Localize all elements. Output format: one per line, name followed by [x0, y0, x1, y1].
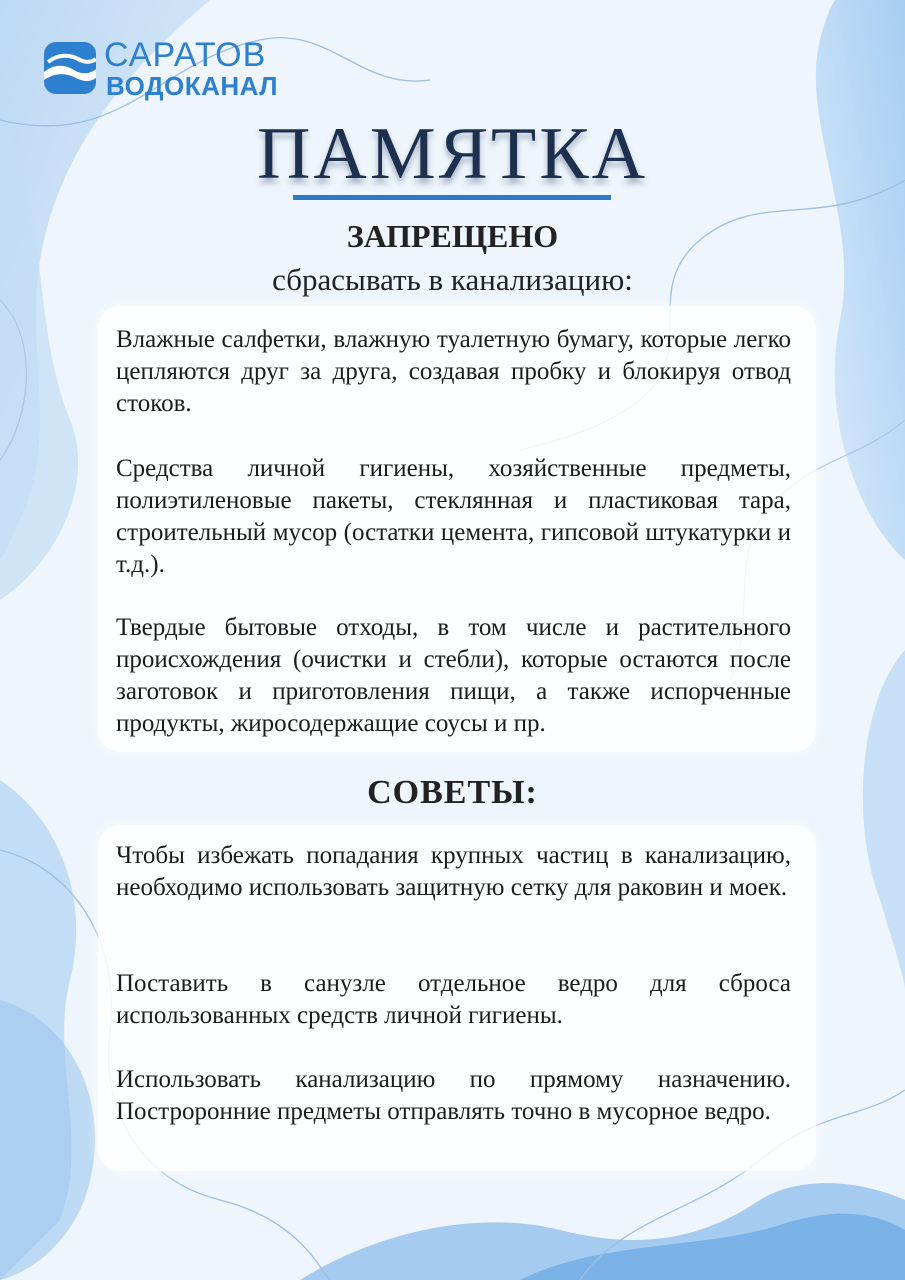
tips-heading: СОВЕТЫ: — [367, 774, 538, 811]
prohibited-item: Твердые бытовые отходы, в том числе и растительного происхождения (очистки и стебли), которые остаются после заготовок и приготовления пищи, а также испорченные продукты, жиросодержащие соусы и пр. — [116, 614, 791, 737]
tip-item: Поставить в санузле отдельное ведро для сброса использованных средств личной гигиены. — [116, 970, 791, 1029]
page-title: ПАМЯТКА — [256, 113, 649, 195]
logo-text-city: САРАТОВ — [104, 36, 267, 74]
prohibited-item: Средства личной гигиены, хозяйственные предметы, полиэтиленовые пакеты, стеклянная и пластиковая тара, строительный мусор (остатки цемента, гипсовой штукатурки и т.д.). — [116, 455, 791, 578]
prohibited-heading: ЗАПРЕЩЕНО — [346, 218, 559, 254]
tip-item: Чтобы избежать попадания крупных частиц в канализацию, необходимо использовать защитную сетку для раковин и моек. — [116, 842, 791, 901]
tip-item: Использовать канализацию по прямому назначению. Построронние предметы отправлять точно в мусорное ведро. — [116, 1066, 791, 1125]
prohibited-subheading: сбрасывать в канализацию: — [272, 262, 633, 297]
company-logo — [44, 36, 294, 101]
logo-text-company: ВОДОКАНАЛ — [106, 71, 279, 101]
title-underline — [293, 195, 611, 200]
prohibited-item: Влажные салфетки, влажную туалетную бумагу, которые легко цепляются друг за друга, создавая пробку и блокируя отвод стоков. — [116, 326, 791, 417]
water-wave-icon — [44, 42, 96, 94]
